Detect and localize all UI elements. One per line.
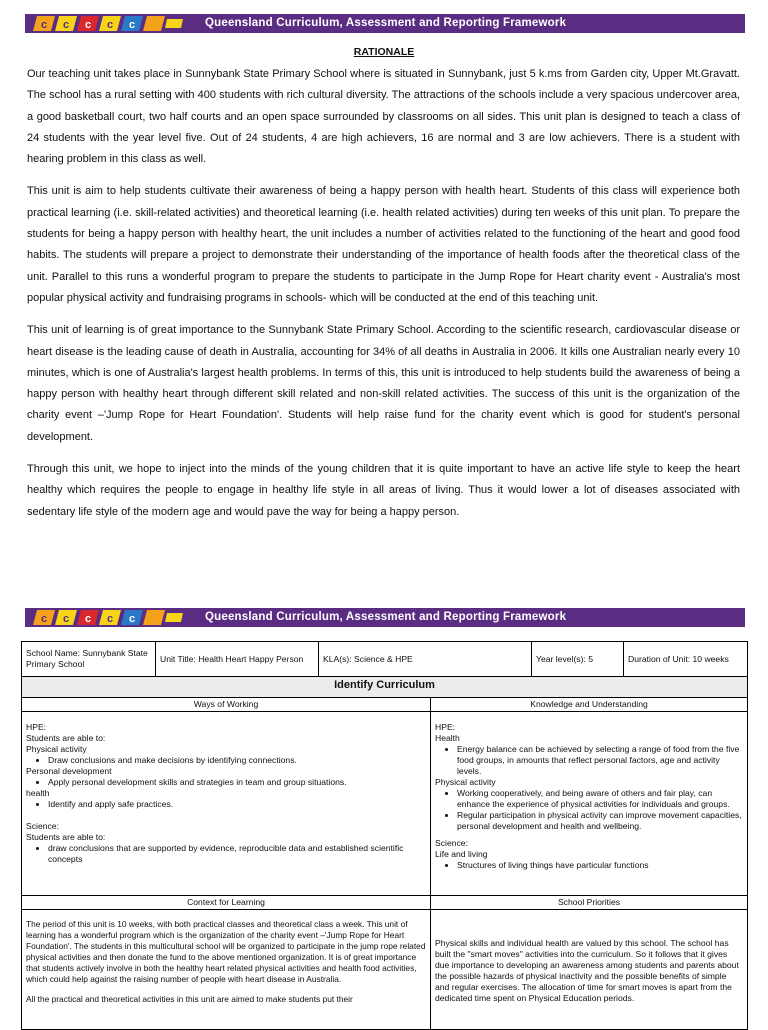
ways-line: Personal development bbox=[26, 766, 112, 776]
knowledge-understanding-header: Knowledge and Understanding bbox=[431, 698, 748, 712]
knowledge-line: Physical activity bbox=[435, 777, 496, 787]
paragraph: This unit of learning is of great importance to the Sunnybank State Primary School. According to the scientific research, cardiovascular disease or heart disease is the leading cause of death in Australia, accounting for 34% of all deaths in Australia in 2006. It kills one Australian nearly every 10 minutes, which is one of Australia's largest health problems. In terms of this, this unit is introduced to help students build the awareness of being a happy person with healthy heart through different skill related and non-skill related activities. The success of this unit is the organization of the charity event –'Jump Rope for Heart Foundation'. Students will help raise fund for the charity event which is good for student's personal development. bbox=[27, 324, 740, 443]
unit-info-row bbox=[22, 642, 748, 677]
identify-curriculum-header: Identify Curriculum bbox=[22, 677, 748, 698]
unit-plan-table bbox=[21, 641, 748, 1030]
ways-bullet: • Identify and apply safe practices. bbox=[48, 799, 426, 810]
svg-text:c: c bbox=[41, 613, 48, 625]
priorities-paragraph: Physical skills and individual health are valued by this school. The school has built the "smart moves" activities into the curriculum. So it follows that it gives due importance to developing an awareness among students and parents about the possible hazards of physical inactivity and the possible benefits of simple and regular exercises. The allocation of time for smart moves is apart from the dedicated time spent on Physical Education periods. bbox=[435, 938, 739, 1003]
svg-text:c: c bbox=[129, 613, 136, 625]
ways-bullet: • Apply personal development skills and strategies in team and group situations. bbox=[48, 777, 426, 788]
rationale-body bbox=[27, 64, 740, 534]
knowledge-understanding-cell bbox=[431, 712, 748, 896]
svg-text:c: c bbox=[129, 19, 136, 31]
unit-title-cell: Unit Title: Health Heart Happy Person bbox=[156, 642, 319, 677]
paragraph: Our teaching unit takes place in Sunnybank State Primary School where is situated in Sunnybank, just 5 k.ms from Garden city, Upper Mt.Gravatt. The school has a rural setting with 400 students with rich cultural diversity. The attractions of the schools include a very spacious undercover area, a good basketball court, two half courts and an open space surrounded by classrooms on all sides. This unit plan is designed to teach a class of 24 students with the year level five. Out of 24 students, 4 are high achievers, 16 are normal and 3 are low achievers. There is a student with hearing problem in this class as well. bbox=[27, 68, 740, 166]
banner-title: Queensland Curriculum, Assessment and Reporting Framework bbox=[205, 17, 567, 29]
svg-text:c: c bbox=[63, 613, 70, 625]
duration-cell: Duration of Unit: 10 weeks bbox=[624, 642, 748, 677]
knowledge-bullet: • Regular participation in physical activity can improve movement capacities, personal development and health and wellbeing. bbox=[457, 810, 743, 832]
knowledge-line: Life and living bbox=[435, 849, 488, 859]
qcar-logo bbox=[31, 15, 189, 32]
ways-of-working-cell bbox=[22, 712, 431, 896]
ways-bullet: • draw conclusions that are supported by evidence, reproducible data and established scientific concepts bbox=[48, 843, 426, 865]
ways-of-working-header: Ways of Working bbox=[22, 698, 431, 712]
svg-text:c: c bbox=[107, 613, 114, 625]
banner-title: Queensland Curriculum, Assessment and Reporting Framework bbox=[205, 611, 567, 623]
kla-cell: KLA(s): Science & HPE bbox=[319, 642, 532, 677]
ways-bullet: • Draw conclusions and make decisions by identifying connections. bbox=[48, 755, 426, 766]
context-paragraph: All the practical and theoretical activities in this unit are aimed to make students put their bbox=[26, 994, 353, 1004]
svg-text:c: c bbox=[63, 19, 70, 31]
svg-text:c: c bbox=[85, 613, 92, 625]
ways-line: HPE: bbox=[26, 722, 47, 732]
ways-line: health bbox=[26, 788, 50, 798]
school-priorities-cell bbox=[431, 910, 748, 1030]
knowledge-bullet: • Energy balance can be achieved by selecting a range of food from the five food groups, in amounts that reflect personal factors, age and activity levels. bbox=[457, 744, 743, 777]
school-priorities-header: School Priorities bbox=[431, 896, 748, 910]
school-name-cell: School Name: Sunnybank State Primary School bbox=[22, 642, 156, 677]
knowledge-line: Science: bbox=[435, 838, 468, 848]
ways-line: Science: bbox=[26, 821, 59, 831]
ways-line: Students are able to: bbox=[26, 733, 106, 743]
paragraph: Through this unit, we hope to inject into the minds of the young children that it is quite important to have an active life style to keep the heart healthy which requires the people to engage in healthy life style in all areas of living. Thus it would lower a lot of diseases associated with sedentary life style of the modern age and would pave the way for being a happy person. bbox=[27, 463, 740, 518]
svg-text:c: c bbox=[41, 19, 48, 31]
paragraph: This unit is aim to help students cultivate their awareness of being a happy person with health heart. Students of this class will experience both practical learning (i.e. skill-related activities) and theoretical learning (i.e. health related activities) during ten weeks of this unit plan. To prepare the students for being a happy person with healthy heart, the unit includes a number of activities related to the functioning of the heart and good food habits. The students will prepare a project to demonstrate their understanding of the importance of health foods after the theoretical class of the unit. Parallel to this runs a wonderful program to prepare the students to participate in the Jump Rope for Heart charity event - Australia's most popular physical activity and fundraising programs in schools- which will be conducted at the end of this teaching unit. bbox=[27, 185, 740, 304]
ways-line: Physical activity bbox=[26, 744, 87, 754]
context-learning-header: Context for Learning bbox=[22, 896, 431, 910]
context-paragraph: The period of this unit is 10 weeks, with both practical classes and theoretical class a week. This unit of learning has a wonderful program which is the organization of the charity event –'Jump Rope for Heart Foundation'. The students in this multicultural school will be organized to participate in the jump rope related physical activities and then donate the fund to the above mentioned organization. It is of great importance that students actively involve in both the healthy heart related physical activities and health food activities, which could help against the raising number of people with heart disease in Australia. bbox=[26, 919, 426, 984]
rationale-heading: RATIONALE bbox=[353, 46, 415, 58]
qcar-banner-bottom bbox=[25, 608, 745, 627]
knowledge-line: HPE: bbox=[435, 722, 456, 732]
knowledge-bullet: • Structures of living things have particular functions bbox=[457, 860, 743, 871]
year-level-cell: Year level(s): 5 bbox=[532, 642, 624, 677]
context-learning-cell bbox=[22, 910, 431, 1030]
svg-text:c: c bbox=[85, 19, 92, 31]
knowledge-bullet: • Working cooperatively, and being aware of others and fair play, can enhance the experience of physical activities for individuals and groups. bbox=[457, 788, 743, 810]
qcar-logo bbox=[31, 609, 189, 626]
qcar-banner-top bbox=[25, 14, 745, 33]
ways-line: Students are able to: bbox=[26, 832, 106, 842]
svg-text:c: c bbox=[107, 19, 114, 31]
knowledge-line: Health bbox=[435, 733, 460, 743]
